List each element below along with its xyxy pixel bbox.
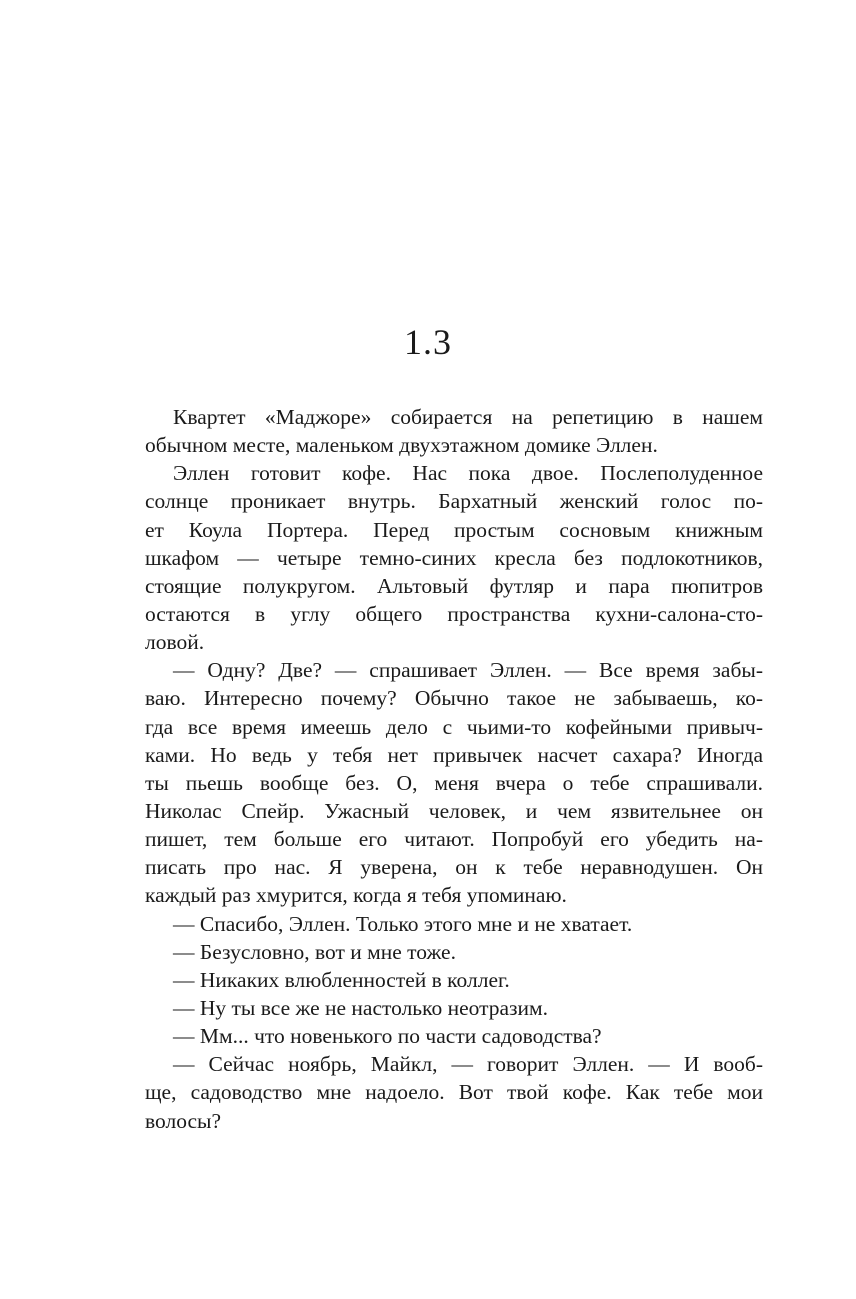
text-line: ками. Но ведь у тебя нет привычек насчет сахара? Иногда <box>145 742 763 767</box>
text-line: пишет, тем больше его читают. Попробуй его убедить на- <box>145 827 763 852</box>
text-line: ваю. Интересно почему? Обычно такое не забываешь, ко- <box>145 686 763 711</box>
body-text <box>145 403 763 1135</box>
text-line: обычном месте, маленьком двухэтажном домике Эллен. <box>145 433 658 458</box>
text-line: каждый раз хмурится, когда я тебя упоминаю. <box>145 883 567 908</box>
text-line: — Ну ты все же не настолько неотразим. <box>173 995 549 1020</box>
text-line: — Никаких влюбленностей в коллег. <box>173 967 510 992</box>
text-line: — Сейчас ноябрь, Майкл, — говорит Эллен. — И вооб- <box>173 1052 763 1077</box>
text-line: ты пьешь вообще без. О, меня вчера о тебе спрашивали. <box>145 770 763 795</box>
text-line: остаются в углу общего пространства кухни-салона-сто- <box>145 601 763 626</box>
text-line: ловой. <box>145 630 205 655</box>
chapter-title: 1.3 <box>404 322 452 362</box>
text-line: ет Коула Портера. Перед простым сосновым книжным <box>145 517 763 542</box>
text-line: солнце проникает внутрь. Бархатный женский голос по- <box>145 489 763 514</box>
text-line: Эллен готовит кофе. Нас пока двое. Послеполуденное <box>173 461 763 486</box>
text-line: — Спасибо, Эллен. Только этого мне и не хватает. <box>173 911 633 936</box>
text-line: волосы? <box>145 1108 222 1133</box>
text-line: гда все время имеешь дело с чьими-то кофейными привыч- <box>145 714 763 739</box>
text-line: ще, садоводство мне надоело. Вот твой кофе. Как тебе мои <box>145 1080 763 1105</box>
text-line: писать про нас. Я уверена, он к тебе неравнодушен. Он <box>145 855 763 880</box>
text-line: Николас Спейр. Ужасный человек, и чем язвительнее он <box>145 798 763 823</box>
text-line: — Одну? Две? — спрашивает Эллен. — Все время забы- <box>173 658 763 683</box>
text-line: шкафом — четыре темно-синих кресла без подлокотников, <box>145 545 763 570</box>
text-line: стоящие полукругом. Альтовый футляр и пара пюпитров <box>145 573 763 598</box>
text-line: Квартет «Маджоре» собирается на репетицию в нашем <box>173 405 763 429</box>
text-line: — Безусловно, вот и мне тоже. <box>173 939 456 964</box>
text-line: — Мм... что новенького по части садоводства? <box>173 1024 602 1049</box>
